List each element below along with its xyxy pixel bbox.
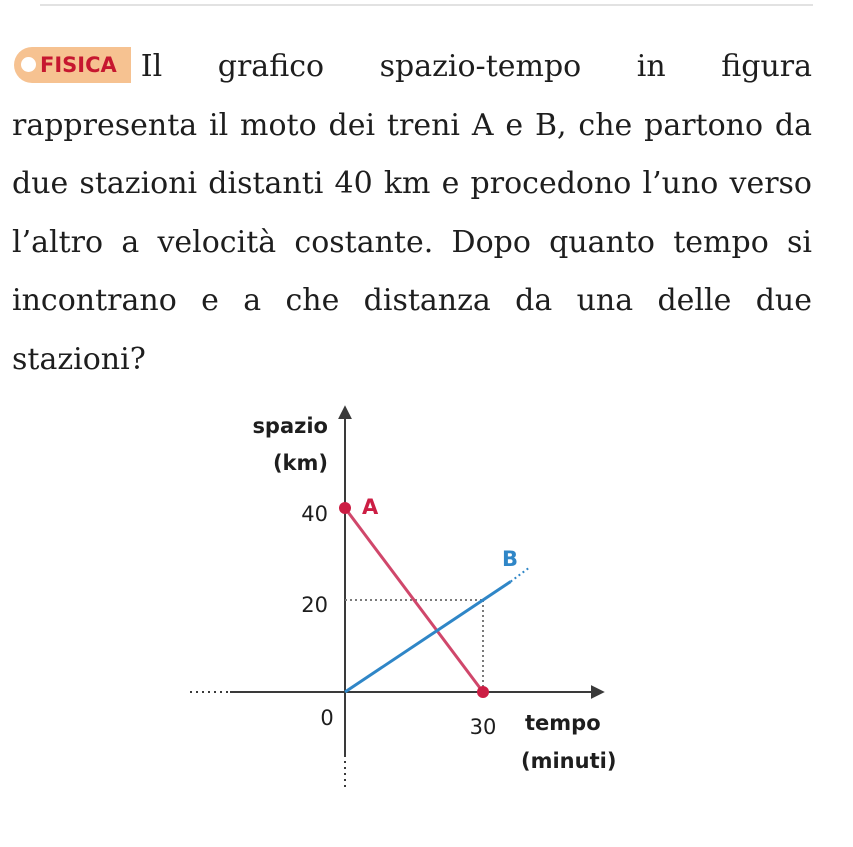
subject-tag-label: FISICA — [40, 53, 117, 77]
train-b-label: B — [502, 547, 519, 571]
train-a-start-point — [339, 502, 351, 514]
y-axis-label-line1: spazio — [252, 414, 328, 438]
x-axis-label-line2: (minuti) — [521, 749, 617, 773]
x-tick-30: 30 — [469, 715, 497, 739]
train-b-line — [345, 582, 511, 692]
train-a-end-point — [477, 686, 489, 698]
exercise-question: Il grafico spazio-tempo in figura rappresenta il moto dei treni A e B, che partono da due stazioni distanti 40 km e procedono l’uno verso l’altro a velocità costante. Dopo quanto tempo si incontrano e a che distanza da una delle due stazioni? — [12, 49, 812, 377]
y-tick-40: 40 — [301, 502, 328, 526]
x-axis-label-line1: tempo — [525, 711, 601, 735]
y-axis-label-line2: (km) — [272, 451, 328, 475]
train-a-label: A — [362, 495, 379, 519]
y-tick-20: 20 — [301, 593, 328, 617]
x-tick-0: 0 — [320, 706, 334, 730]
